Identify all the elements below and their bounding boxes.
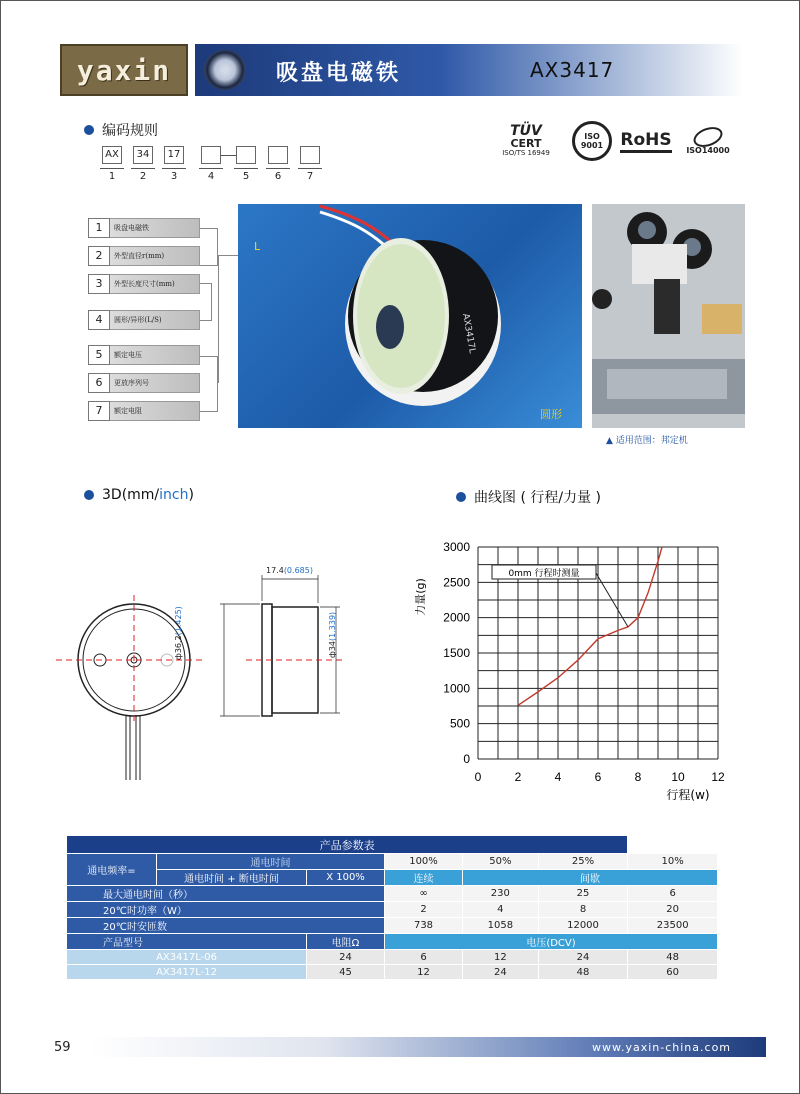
coding-rules-title: 编码规则 [102, 123, 158, 139]
row-value: 4 [463, 902, 539, 918]
iso14000-text: ISO14000 [686, 145, 730, 155]
rohs-text: RoHS [620, 130, 671, 153]
row-value: 738 [385, 918, 463, 934]
resistance-header: 电阻Ω [307, 934, 385, 950]
legend-label: 外型长度尺寸(mm) [110, 274, 200, 294]
y-tick-label: 2500 [443, 575, 470, 590]
freq-numerator: 通电时间 [157, 854, 385, 870]
l-label: L [254, 240, 261, 253]
website-url: www.yaxin-china.com [592, 1041, 732, 1054]
curve-heading [456, 487, 601, 507]
y-tick-label: 0 [463, 752, 470, 766]
length-dimension [266, 566, 313, 575]
y-tick-label: 2000 [443, 610, 470, 625]
bullet-icon [84, 125, 94, 135]
inner-diameter-dimension [328, 612, 337, 658]
iso9001-logo [564, 120, 620, 162]
row-label: 最大通电时间（秒） [67, 886, 385, 902]
row-label: 20℃时功率（W） [67, 902, 385, 918]
model-voltage: 24 [463, 965, 539, 980]
row-value: 23500 [628, 918, 718, 934]
mode-continuous: 连续 [385, 870, 463, 886]
legend-bracket [200, 283, 212, 321]
row-value: 12000 [538, 918, 628, 934]
x-tick-label: 8 [634, 770, 642, 784]
bonding-machine-illustration [592, 204, 745, 428]
model-name: AX3417L-12 [67, 965, 307, 980]
legend-item [88, 310, 200, 330]
code-box-7 [300, 146, 320, 164]
legend-label: 圆形/异形(L/S) [110, 310, 200, 330]
row-value: 230 [463, 886, 539, 902]
model-resistance: 24 [307, 950, 385, 965]
model-resistance: 45 [307, 965, 385, 980]
product-photo [238, 204, 582, 428]
curve-heading-text: 曲线图 ( 行程/力量 ) [474, 490, 601, 506]
code-underline [266, 168, 290, 169]
model-voltage: 6 [385, 950, 463, 965]
legend-label: 更放序列号 [110, 373, 200, 393]
row-value: 20 [628, 902, 718, 918]
code-number: 5 [242, 171, 250, 182]
model-header: 产品型号 [67, 934, 307, 950]
length-inch: (0.685) [283, 566, 313, 575]
legend-bracket [200, 228, 218, 266]
dimensions-heading [84, 487, 194, 503]
dimension-drawing [56, 555, 376, 795]
annotation-text: 0mm 行程时测量 [508, 569, 580, 579]
legend-label: 外型直径r(mm) [110, 246, 200, 266]
rohs-logo [618, 120, 674, 162]
model-voltage: 60 [628, 965, 718, 980]
code-underline [131, 168, 155, 169]
legend-bracket [200, 356, 218, 412]
tuv-cert-subtext: ISO/TS 16949 [502, 149, 550, 157]
legend-item [88, 274, 200, 294]
bullet-icon [456, 492, 466, 502]
row-value: 2 [385, 902, 463, 918]
y-tick-label: 1500 [443, 646, 470, 660]
freq-denominator: 通电时间 + 断电时间 [157, 870, 307, 886]
y-tick-label: 3000 [443, 540, 470, 554]
table-row [67, 886, 718, 902]
dims-heading-close: ) [188, 487, 194, 503]
logo-text: yaxin [76, 53, 172, 87]
row-value: 1058 [463, 918, 539, 934]
duty-10: 10% [628, 854, 718, 870]
legend-num: 7 [88, 401, 110, 421]
table-row [67, 965, 718, 980]
code-number: 1 [108, 171, 116, 182]
application-caption: ▲ 适用范围：邦定机 [606, 436, 688, 446]
x-tick-label: 0 [474, 770, 482, 784]
legend-item [88, 246, 200, 266]
duty-50: 50% [463, 854, 539, 870]
model-number: AX3417 [530, 58, 615, 82]
model-voltage: 48 [628, 950, 718, 965]
inner-diameter-inch: (1.339) [328, 611, 337, 641]
code-underline [100, 168, 124, 169]
code-underline [199, 168, 223, 169]
duty-25: 25% [538, 854, 628, 870]
y-tick-label: 1000 [443, 681, 470, 696]
model-voltage: 48 [538, 965, 628, 980]
legend-num: 6 [88, 373, 110, 393]
header-product-thumbnail [204, 50, 246, 90]
row-value: 25 [538, 886, 628, 902]
x-axis-label: 行程(w) [666, 788, 710, 802]
code-box-3: 17 [164, 146, 184, 164]
code-number: 6 [274, 171, 282, 182]
mode-intermittent: 间歇 [463, 870, 718, 886]
iso14000-logo [680, 120, 736, 162]
legend-num: 5 [88, 345, 110, 365]
legend-num: 2 [88, 246, 110, 266]
page-number: 59 [54, 1040, 71, 1055]
legend-label: 吸盘电磁铁 [110, 218, 200, 238]
bullet-icon [84, 490, 94, 500]
code-underline [234, 168, 258, 169]
dims-heading-inch: inch [159, 487, 189, 503]
iso9001-text: ISO 9001 [572, 121, 612, 161]
model-voltage: 12 [463, 950, 539, 965]
table-row [67, 950, 718, 965]
legend-num: 4 [88, 310, 110, 330]
duty-100: 100% [385, 854, 463, 870]
force-stroke-chart [410, 535, 740, 810]
legend-bracket-spine [218, 255, 219, 383]
code-number: 7 [306, 171, 314, 182]
y-axis-label: 力量(g) [414, 578, 427, 616]
shape-label: 圆形 [540, 408, 562, 421]
code-box-1: AX [102, 146, 122, 164]
legend-num: 3 [88, 274, 110, 294]
dims-heading-text: 3D(mm/ [102, 487, 160, 503]
application-photo [592, 204, 745, 428]
model-voltage: 12 [385, 965, 463, 980]
y-tick-label: 500 [449, 716, 470, 731]
table-row [67, 918, 718, 934]
code-box-2: 34 [133, 146, 153, 164]
legend-item [88, 401, 200, 421]
code-box-6 [268, 146, 288, 164]
tuv-cert-text: CERT [510, 137, 542, 150]
model-voltage: 24 [538, 950, 628, 965]
row-value: 8 [538, 902, 628, 918]
x-tick-label: 12 [711, 770, 725, 784]
parameter-table [66, 835, 718, 980]
outer-diameter-inch: (1.425) [174, 606, 183, 636]
legend-item [88, 373, 200, 393]
length-mm: 17.4 [266, 566, 284, 575]
row-value: 6 [628, 886, 718, 902]
row-value: ∞ [385, 886, 463, 902]
code-box-5 [236, 146, 256, 164]
legend-bracket-connector [218, 255, 238, 256]
legend-item [88, 345, 200, 365]
yaxin-logo [60, 44, 188, 96]
page-title: 吸盘电磁铁 [276, 61, 402, 86]
code-underline [298, 168, 322, 169]
x-tick-label: 6 [594, 770, 602, 784]
product-label-text: AX3417L [460, 312, 477, 355]
freq-multiplier: X 100% [307, 870, 385, 886]
outer-diameter-dimension [174, 606, 183, 660]
outer-diameter-mm: ф36.2 [174, 635, 183, 660]
x-tick-label: 10 [671, 770, 685, 784]
x-tick-label: 2 [514, 770, 522, 784]
inner-diameter-mm: ф34 [328, 640, 337, 658]
model-name: AX3417L-06 [67, 950, 307, 965]
tuv-cert-logo: TÜV CERT ISO/TS 16949 [502, 123, 550, 157]
freq-label: 通电频率= [67, 854, 157, 886]
table-title: 产品参数表 [67, 836, 628, 854]
legend-num: 1 [88, 218, 110, 238]
code-dash [221, 155, 236, 156]
code-number: 2 [139, 171, 147, 182]
voltage-header: 电压(DCV) [385, 934, 718, 950]
legend-label: 额定电压 [110, 345, 200, 365]
code-underline [162, 168, 186, 169]
table-row [67, 902, 718, 918]
code-box-4 [201, 146, 221, 164]
product-illustration [238, 204, 582, 428]
x-tick-label: 4 [554, 770, 562, 784]
code-number: 3 [170, 171, 178, 182]
code-number: 4 [207, 171, 215, 182]
legend-item [88, 218, 200, 238]
legend-label: 额定电阻 [110, 401, 200, 421]
coding-rules-heading [84, 120, 158, 140]
row-label: 20℃时安匝数 [67, 918, 385, 934]
